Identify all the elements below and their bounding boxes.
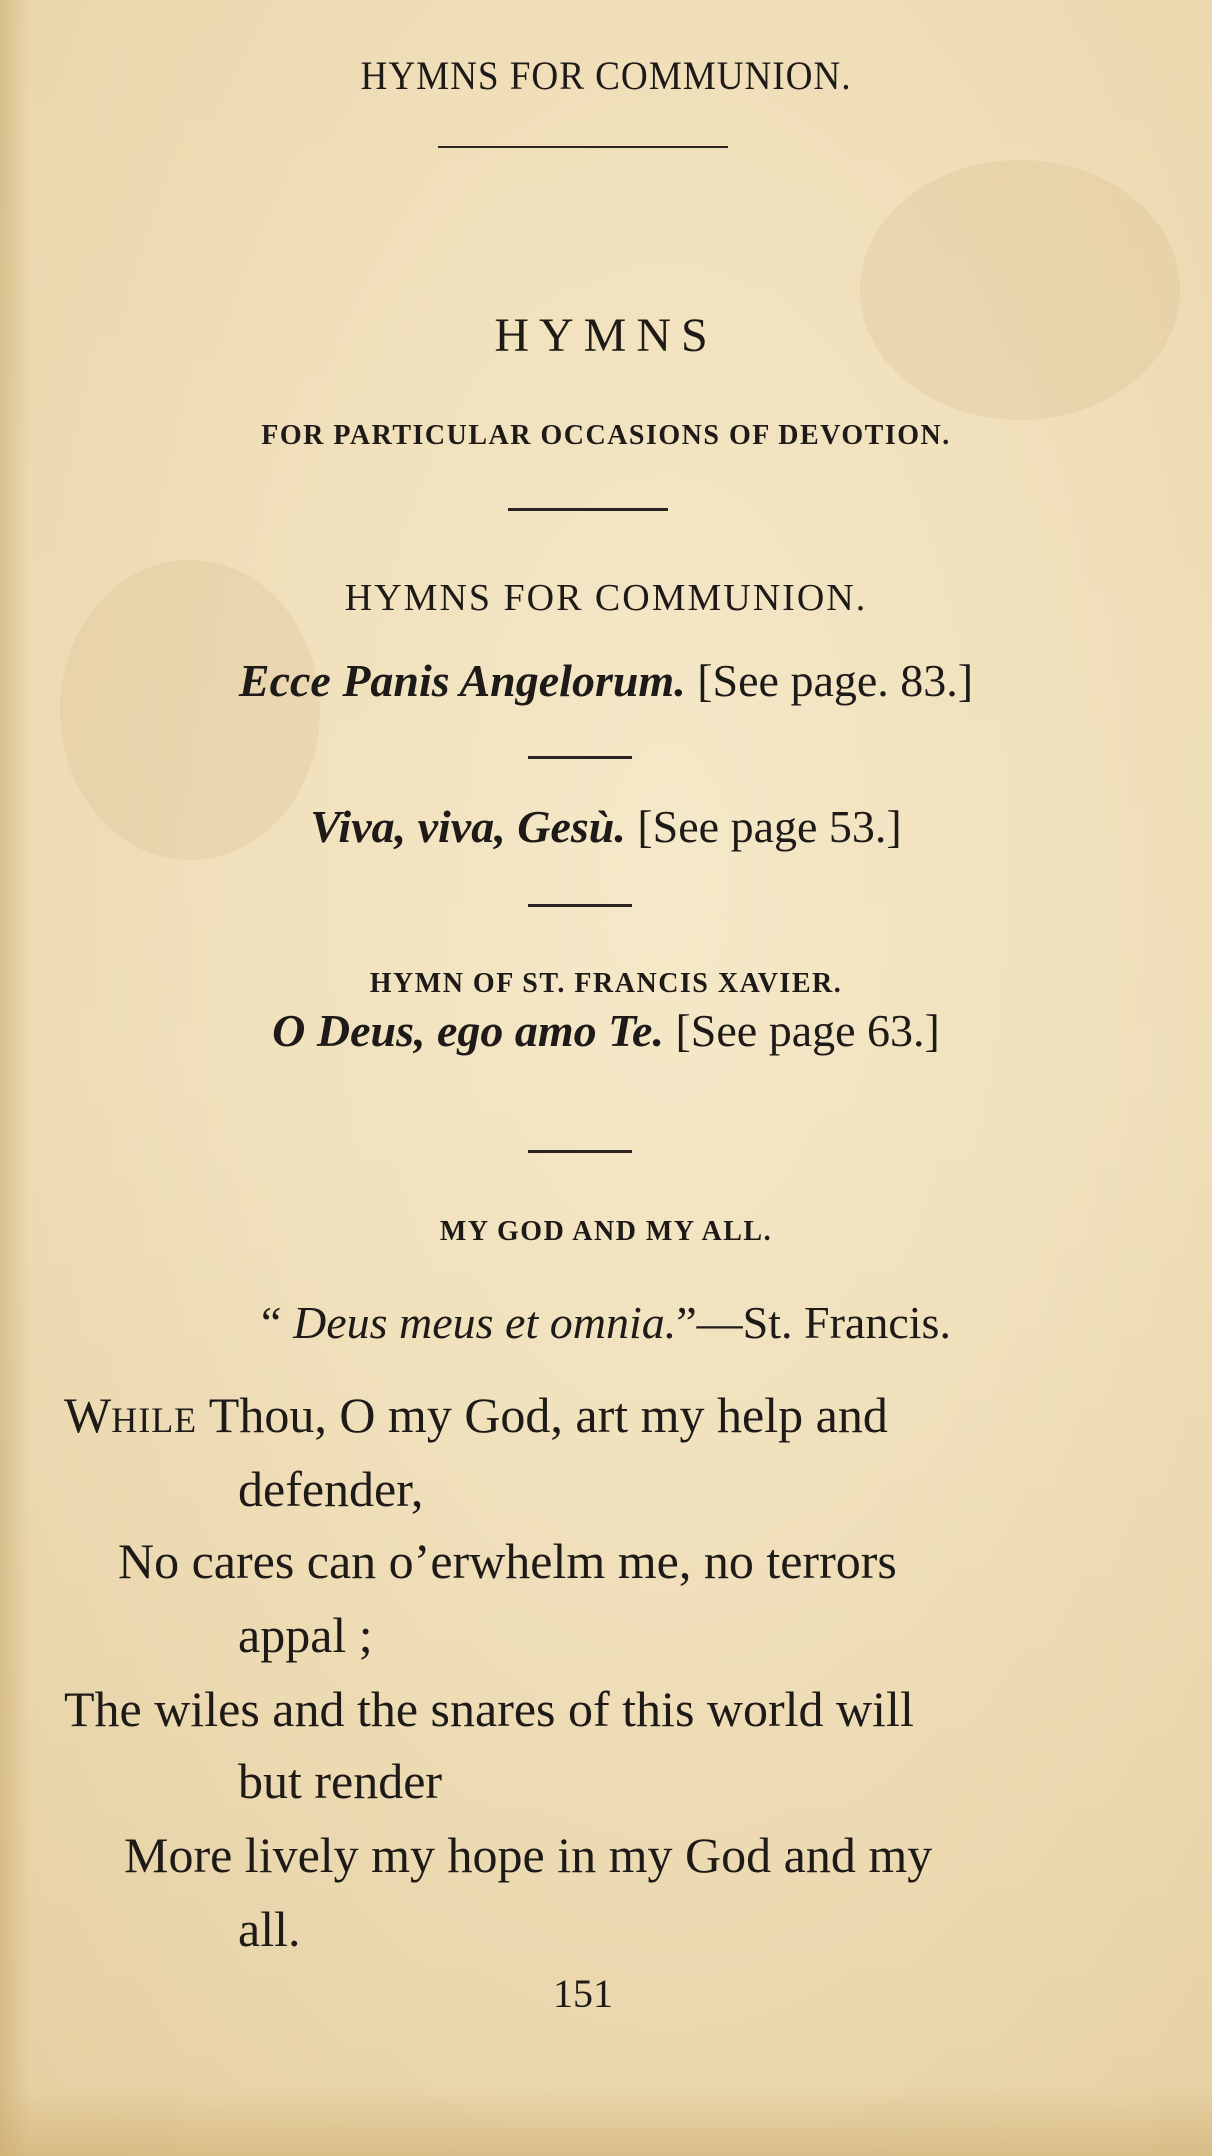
epigraph bbox=[0, 1296, 1212, 1349]
epigraph-attribution: ”—St. Francis. bbox=[676, 1297, 951, 1348]
verse-line: appal ; bbox=[238, 1607, 373, 1663]
page-reference: [See page. 83.] bbox=[697, 655, 974, 706]
verse-line: The wiles and the snares of this world will bbox=[64, 1681, 914, 1737]
hymn-title: Ecce Panis Angelorum. bbox=[238, 655, 686, 706]
epigraph-open-quote: “ bbox=[261, 1297, 293, 1348]
hymn-reference bbox=[0, 1004, 1212, 1057]
hymn-reference bbox=[0, 654, 1212, 707]
verse-small-caps: HILE bbox=[111, 1400, 198, 1440]
verse-line bbox=[64, 1386, 1212, 1444]
divider-rule bbox=[528, 756, 632, 759]
section-subtitle: FOR PARTICULAR OCCASIONS OF DEVOTION. bbox=[261, 420, 951, 451]
page-reference: [See page 63.] bbox=[675, 1005, 940, 1056]
divider-rule bbox=[508, 508, 668, 511]
verse-line: but render bbox=[238, 1753, 443, 1809]
verse-first-word bbox=[64, 1387, 197, 1443]
divider-rule bbox=[528, 1150, 632, 1153]
hymn-reference bbox=[0, 800, 1212, 853]
verse-line: No cares can o’erwhelm me, no terrors bbox=[118, 1533, 897, 1589]
hymn-title: Viva, viva, Gesù. bbox=[310, 801, 626, 852]
verse-line: defender, bbox=[238, 1461, 424, 1517]
paper-stain bbox=[860, 160, 1180, 420]
page-reference: [See page 53.] bbox=[637, 801, 902, 852]
hymn-title: O Deus, ego amo Te. bbox=[272, 1005, 664, 1056]
page-number: 151 bbox=[553, 1971, 613, 2016]
page-bottom-shadow bbox=[0, 2086, 1212, 2156]
verse-text: Thou, O my God, art my help and bbox=[208, 1387, 888, 1443]
epigraph-latin: Deus meus et omnia. bbox=[292, 1297, 677, 1348]
verse-line: More lively my hope in my God and my bbox=[124, 1827, 933, 1883]
verse-line: all. bbox=[238, 1901, 301, 1957]
running-head: HYMNS FOR COMMUNION. bbox=[360, 53, 852, 98]
divider-rule bbox=[528, 904, 632, 907]
communion-heading: HYMNS FOR COMMUNION. bbox=[344, 577, 868, 619]
verse-initial: W bbox=[64, 1387, 112, 1443]
xavier-heading: HYMN OF ST. FRANCIS XAVIER. bbox=[369, 968, 843, 999]
header-rule bbox=[438, 146, 728, 148]
section-title: HYMNS bbox=[494, 309, 718, 362]
my-god-heading: MY GOD AND MY ALL. bbox=[439, 1216, 773, 1247]
